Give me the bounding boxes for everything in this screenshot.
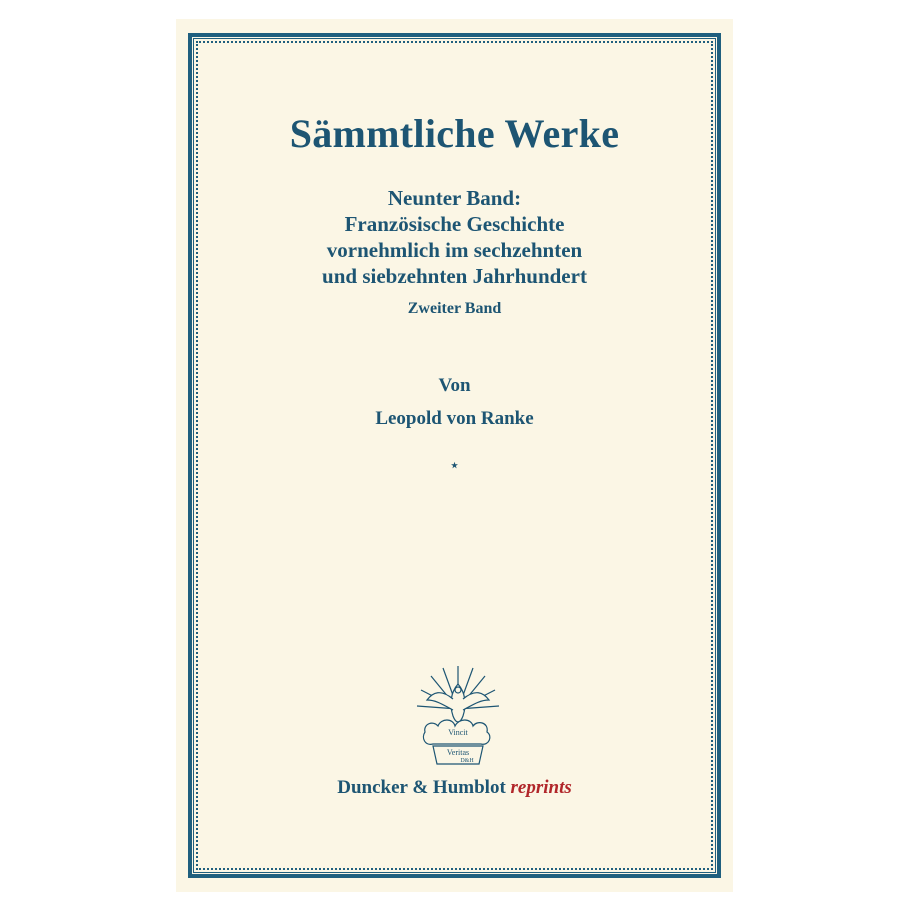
volume-label: Zweiter Band xyxy=(407,300,502,317)
publisher-name: Duncker & Humblot xyxy=(337,777,506,798)
author-name: Leopold von Ranke xyxy=(375,408,534,429)
by-label: Von xyxy=(438,375,471,396)
publisher-line xyxy=(176,777,733,799)
subtitle-line: Neunter Band: xyxy=(387,186,522,210)
phoenix-emblem-icon xyxy=(413,654,503,769)
subtitle-line: vornehmlich im sechzehnten xyxy=(326,238,583,262)
book-cover xyxy=(176,19,733,892)
subtitle-line: und siebzehnten Jahrhundert xyxy=(322,264,587,288)
subtitle-line: Französische Geschichte xyxy=(344,212,565,236)
logo-motto-line: Vincit xyxy=(448,728,468,737)
book-subtitle xyxy=(176,185,733,289)
logo-initials: D&H xyxy=(460,758,474,764)
book-title: Sämmtliche Werke xyxy=(289,111,620,156)
star-ornament: ⋆ xyxy=(448,455,461,475)
logo-motto-line: Veritas xyxy=(446,748,470,757)
imprint-label: reprints xyxy=(510,777,572,798)
